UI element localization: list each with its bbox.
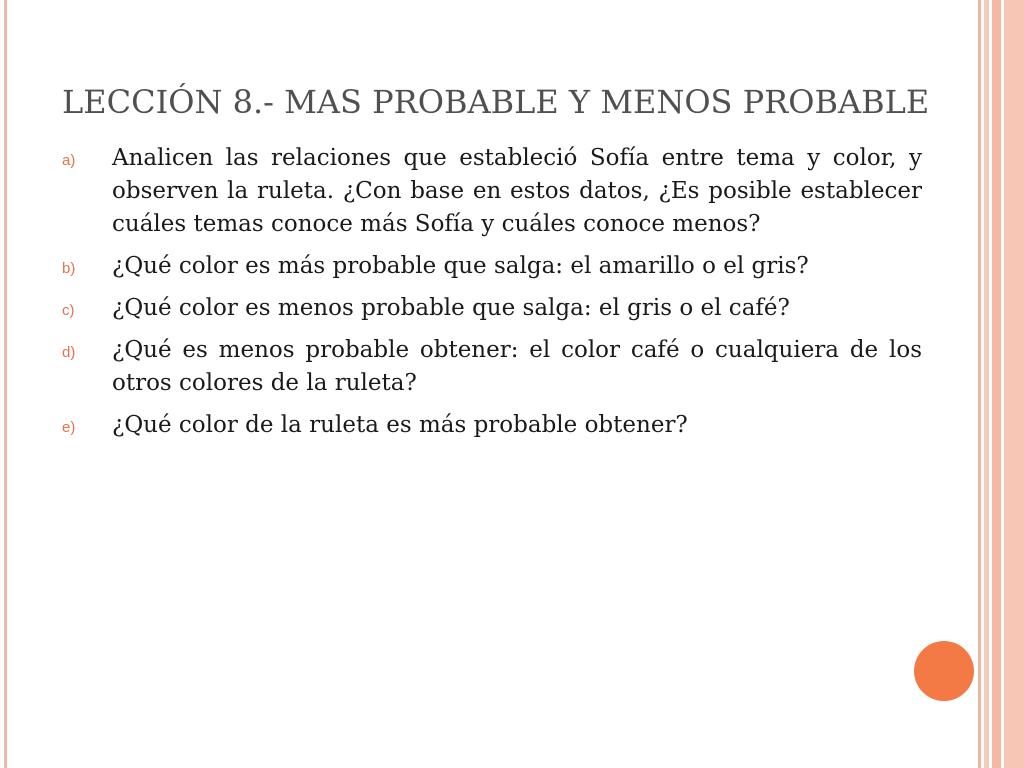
- right-stripe-2: [984, 0, 989, 768]
- decorative-circle: [914, 641, 974, 701]
- right-stripe-1: [978, 0, 981, 768]
- list-item-b: [62, 250, 922, 283]
- list-item-text: ¿Qué color es menos probable que salga: el gris o el café?: [112, 295, 790, 321]
- left-border-line: [4, 0, 7, 768]
- list-item-d: [62, 334, 922, 400]
- list-marker: a): [62, 152, 76, 169]
- list-item-text: Analicen las relaciones que estableció Sofía entre tema y color, y observen la ruleta. ¿Con base en estos datos, ¿Es posible establecer cuáles temas conoce más Sofía y cuáles conoce menos?: [112, 145, 922, 237]
- list-item-text: ¿Qué es menos probable obtener: el color café o cualquiera de los otros colores de la ruleta?: [112, 337, 922, 396]
- list-item-c: [62, 292, 922, 325]
- list-marker: c): [62, 302, 75, 319]
- slide-title: LECCIÓN 8.- MAS PROBABLE Y MENOS PROBABLE: [62, 83, 930, 121]
- list-item-text: ¿Qué color de la ruleta es más probable obtener?: [112, 412, 688, 438]
- list-item-text: ¿Qué color es más probable que salga: el amarillo o el gris?: [112, 253, 809, 279]
- list-marker: b): [62, 260, 76, 277]
- list-marker: e): [62, 419, 76, 436]
- right-stripe-4: [1004, 0, 1024, 768]
- list-marker: d): [62, 344, 76, 361]
- list-item-a: [62, 142, 922, 241]
- right-stripe-3: [992, 0, 1001, 768]
- question-list: [62, 142, 922, 451]
- list-item-e: [62, 409, 922, 442]
